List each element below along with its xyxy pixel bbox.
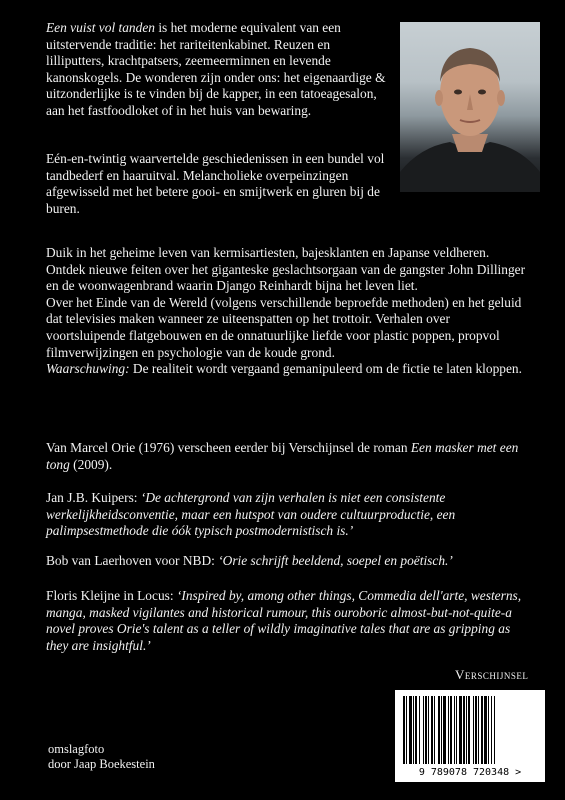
author-photo [400,22,540,192]
isbn-barcode [395,690,545,782]
photo-credit [48,742,155,772]
intro-text: is het moderne equivalent van een uitstervende traditie: het rariteitenkabinet. Reuzen en lilliputters, krachtpatsers, zeemeerminnen en levende kanonskogels. De wonderen zijn onder ons: het eigenaardige & uitzonderlijke is te vinden bij de kapper, in een tatoeagesalon, aan het fastfoodloket of in het huis van bewaring. [46,20,386,118]
review-kleijne [46,588,526,654]
summary-paragraph: Eén-en-twintig waarvertelde geschiedenissen in een bundel vol tandbederf en haaruitval. Melancholieke overpeinzingen afgewisseld met het betere gooi- en smijtwerk en gluren bij de buren. [46,151,385,216]
author-bio-text: Van Marcel Orie (1976) verscheen eerder bij Verschijnsel de roman [46,440,411,455]
barcode-bars [395,690,545,768]
review-author: Floris Kleijne in Locus: [46,588,177,603]
description-paragraph-2: Over het Einde van de Wereld (volgens verschillende beproefde methoden) en het geluid dat televisies maken wanneer ze uiteenspatten op het trottoir. Verhalen over voortsluipende flatgebouwen en de onnatuurlijke liefde voor plastic poppen, propvol filmverwijzingen en psychologie van de koude grond. [46,294,522,360]
review-quote: ‘De achtergrond van zijn verhalen is niet een consistente werkelijkheidsconventie, maar een hutspot van oudere cultuurproductie, een palimpsestmethode die óók typisch postmodernistisch is.’ [46,490,456,539]
isbn-number: 9 789078 720348 > [418,767,522,778]
warning-text: De realiteit wordt vergaand gemanipuleerd om de fictie te laten kloppen. [129,361,522,377]
publisher-name: Verschijnsel [455,667,529,682]
previous-book-year: (2009). [69,456,113,472]
review-quote: ‘Orie schrijft beeldend, soepel en poëtisch.’ [218,553,453,568]
description-paragraph-1: Duik in het geheime leven van kermisartiesten, bajesklanten en Japanse veldheren. Ontdek nieuwe feiten over het giganteske geslachtsorgaan van de gangster John Dillinger en de woonwagenbrand waarin Django Reinhardt bijna het leven liet. [46,245,526,294]
photo-credit-line-1: omslagfoto [48,742,105,756]
author-bio [46,440,526,473]
review-author: Jan J.B. Kuipers: [46,490,141,505]
review-quote: ‘Inspired by, among other things, Commedia dell'arte, westerns, manga, masked vigilantes and historical rumour, this ouroboric almost-but-not-quite-a novel proves Orie's talent as a teller of wildly imaginative tales that are as gripping as they are insightful.’ [46,588,522,653]
description-block [46,245,526,378]
photo-credit-line-2: door Jaap Boekestein [48,757,155,771]
warning-label: Waarschuwing: [46,361,130,377]
book-title: Een vuist vol tanden [46,20,155,35]
review-author: Bob van Laerhoven voor NBD: [46,553,219,568]
previous-book-title: Een masker met een tong [46,440,519,472]
review-kuipers [46,490,526,540]
intro-paragraph [46,20,386,120]
warning-line [46,361,526,378]
review-laerhoven [46,553,526,570]
author-photo-illustration [400,22,540,192]
